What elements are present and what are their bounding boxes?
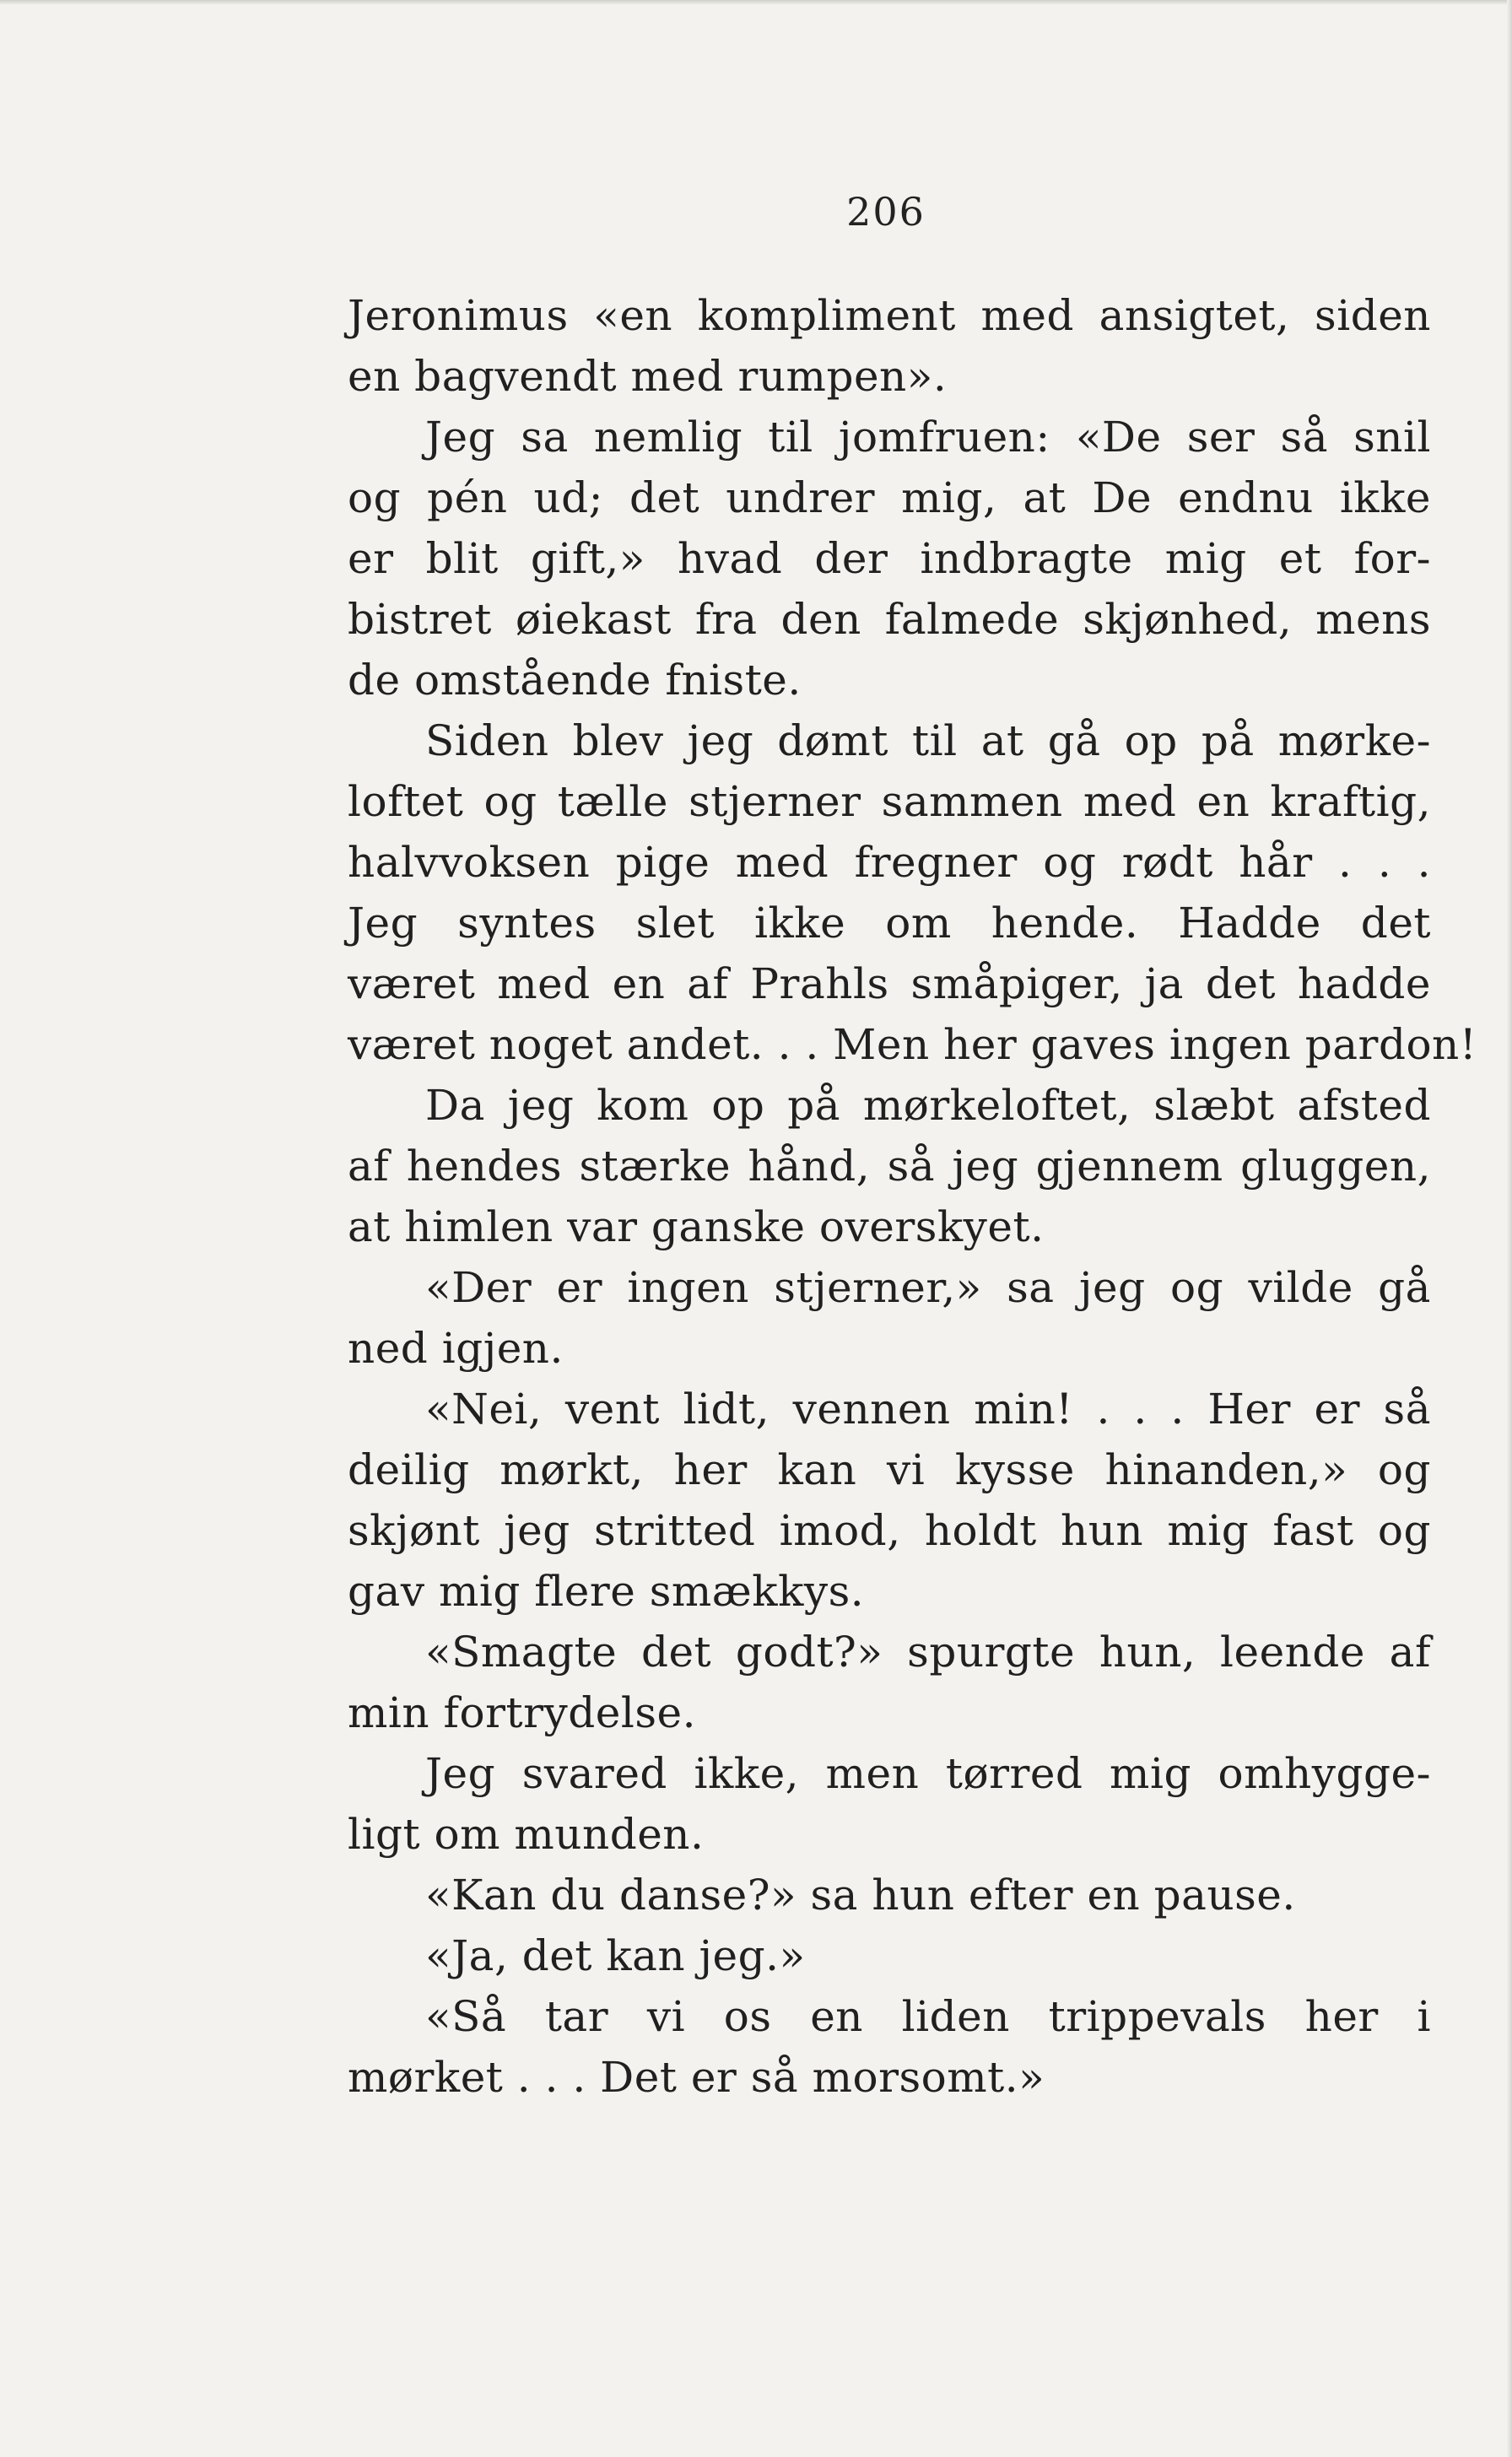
text-line: «Smagte det godt?» spurgte hun, leende af [425,1628,1431,1677]
text-line: gav mig flere smækkys. [348,1567,865,1616]
text-line: loftet og tælle stjerner sammen med en kraftig, [348,777,1431,826]
text-line: halvvoksen pige med fregner og rødt hår . . . [348,838,1431,887]
text-line: deilig mørkt, her kan vi kysse hinanden,» og [348,1445,1431,1494]
text-line: min fortrydelse. [348,1688,696,1737]
text-line: Jeg sa nemlig til jomfruen: «De ser så snil [425,413,1431,462]
text-line: Siden blev jeg dømt til at gå op på mørke- [425,716,1431,765]
text-line: «Der er ingen stjerner,» sa jeg og vilde gå [425,1263,1431,1312]
text-line: været noget andet. . . Men her gaves ingen pardon! [348,1020,1477,1069]
text-line: en bagvendt med rumpen». [348,352,948,401]
page-number: 206 [846,189,926,235]
page-edge-top [0,0,1512,5]
text-line: at himlen var ganske overskyet. [348,1202,1045,1251]
text-line: været med en af Prahls småpiger, ja det hadde [348,959,1431,1008]
text-line: «Kan du danse?» sa hun efter en pause. [425,1871,1296,1920]
text-line: de omstående fniste. [348,656,802,705]
text-line: skjønt jeg stritted imod, holdt hun mig fast og [348,1506,1431,1555]
page-edge-right [1507,0,1512,2457]
text-line: Jeronimus «en kompliment med ansigtet, siden [348,291,1431,340]
text-line: «Så tar vi os en liden trippevals her i [425,1992,1431,2041]
text-line: mørket . . . Det er så morsomt.» [348,2053,1045,2102]
text-line: Da jeg kom op på mørkeloftet, slæbt afsted [425,1081,1431,1130]
body-text [348,285,1477,2108]
text-line: Jeg svared ikke, men tørred mig omhygge- [425,1749,1431,1798]
text-line: «Nei, vent lidt, vennen min! . . . Her er så [425,1385,1431,1434]
text-line: ligt om munden. [348,1810,705,1859]
text-line: og pén ud; det undrer mig, at De endnu ikke [348,473,1431,522]
text-line: bistret øiekast fra den falmede skjønhed, mens [348,595,1431,644]
text-line: «Ja, det kan jeg.» [425,1931,806,1980]
text-line: ned igjen. [348,1324,564,1373]
text-line: Jeg syntes slet ikke om hende. Hadde det [348,899,1431,948]
text-line: af hendes stærke hånd, så jeg gjennem gluggen, [348,1142,1431,1191]
text-line: er blit gift,» hvad der indbragte mig et for- [348,534,1431,583]
